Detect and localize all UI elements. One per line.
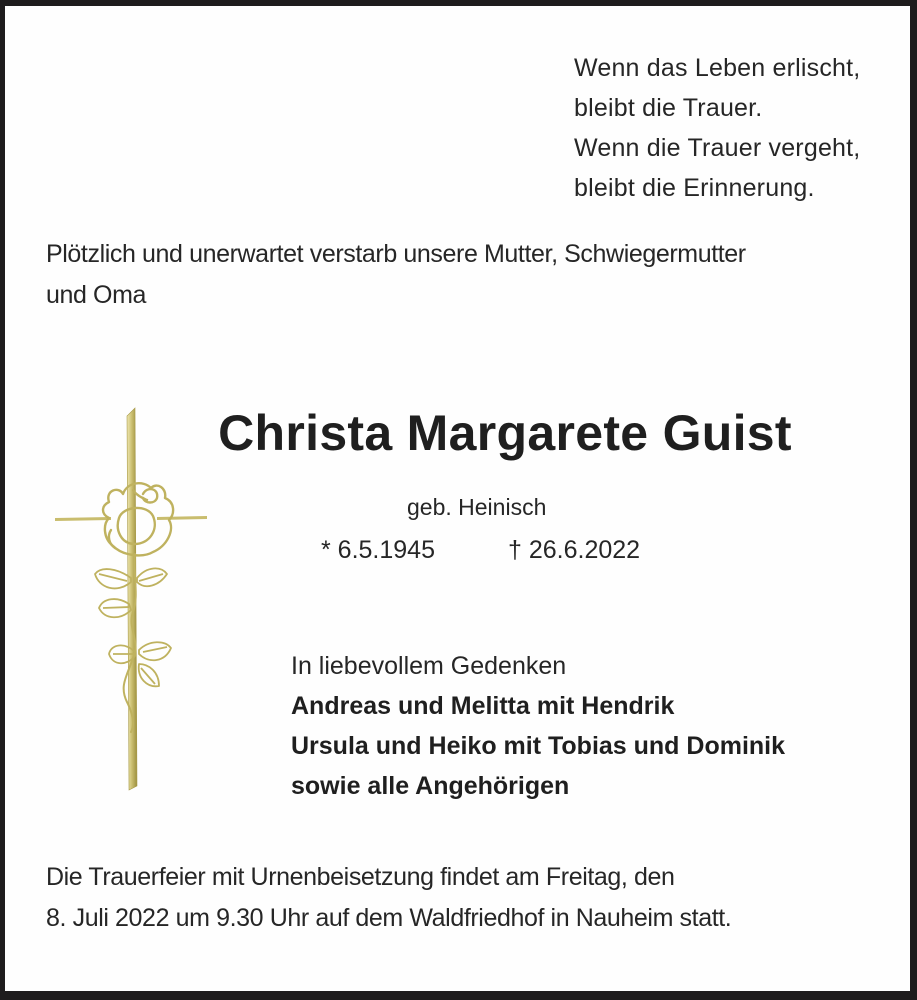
memorial-poem: [574, 48, 860, 208]
life-dates: [5, 536, 910, 570]
deceased-name: Christa Margarete Guist: [218, 405, 792, 461]
service-line: 8. Juli 2022 um 9.30 Uhr auf dem Waldfriedhof in Nauheim statt.: [46, 904, 732, 932]
mourners-lead: In liebevollem Gedenken: [291, 652, 567, 680]
poem-line: Wenn das Leben erlischt,: [574, 54, 861, 82]
death-date: † 26.6.2022: [508, 536, 641, 564]
mourner-line: Ursula und Heiko mit Tobias und Dominik: [291, 732, 786, 760]
funeral-service-info: [46, 857, 731, 939]
mourners-block: [291, 646, 785, 806]
mourner-line: Andreas und Melitta mit Hendrik: [291, 692, 675, 720]
maiden-name: geb. Heinisch: [407, 494, 547, 520]
intro-line: und Oma: [46, 281, 147, 309]
intro-line: Plötzlich und unerwartet verstarb unsere Mutter, Schwiegermutter: [46, 240, 746, 268]
cross-with-rose-icon: [47, 406, 217, 791]
poem-line: bleibt die Trauer.: [574, 94, 763, 122]
poem-line: bleibt die Erinnerung.: [574, 174, 815, 202]
birth-date: * 6.5.1945: [321, 536, 435, 564]
obituary-notice: [5, 6, 910, 991]
mourner-line: sowie alle Angehörigen: [291, 772, 570, 800]
announcement-intro: [46, 234, 746, 316]
service-line: Die Trauerfeier mit Urnenbeisetzung findet am Freitag, den: [46, 863, 675, 891]
poem-line: Wenn die Trauer vergeht,: [574, 134, 861, 162]
